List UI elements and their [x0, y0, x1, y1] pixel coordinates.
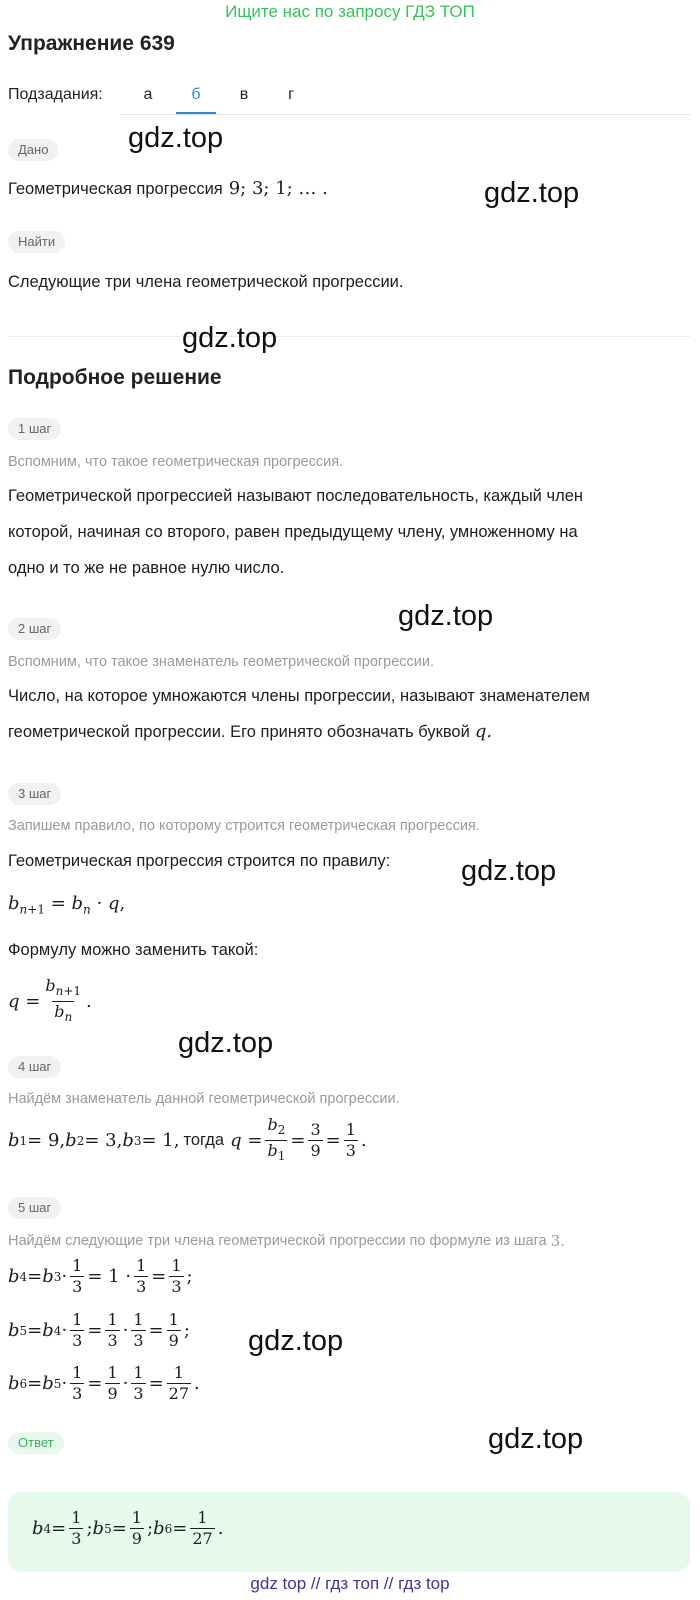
step-5-pill: 5 шаг	[8, 1197, 61, 1219]
tab-b[interactable]: б	[191, 86, 201, 103]
step-1-pill: 1 шаг	[8, 418, 61, 440]
given-text	[8, 171, 328, 207]
formula-b6: b 6 = b 5 · $\frac{1}{3}$ = $\frac{1}{9}$ · $\frac{1}{3}$ = $\frac{1}{27}$ .	[8, 1363, 200, 1403]
step-2-symbol: q.	[474, 721, 493, 742]
step-4-hint: Найдём знаменатель данной геометрической прогрессии.	[8, 1091, 400, 1107]
watermark: gdz.top	[178, 1027, 274, 1059]
step-2-hint: Вспомним, что такое знаменатель геометрической прогрессии.	[8, 654, 435, 670]
watermark: gdz.top	[461, 855, 557, 887]
divider	[8, 336, 690, 337]
find-text: Следующие три члена геометрической прогрессии.	[8, 273, 404, 291]
subtasks-label: Подзадания:	[8, 86, 103, 103]
answer-formula: b 4 = $\frac{1}{3}$ ; b 5 = $\frac{1}{9}$ ; b 6 = $\frac{1}{27}$ .	[32, 1508, 224, 1548]
answer-box	[8, 1492, 690, 1572]
formula-q: q = $\frac{b_{n+1}}{b_n}$ .	[8, 976, 92, 1027]
find-pill: Найти	[8, 231, 65, 253]
footer-links[interactable]: gdz top // гдз топ // гдз top	[250, 1574, 450, 1593]
step-4-pill: 4 шаг	[8, 1056, 61, 1078]
answer-pill: Ответ	[8, 1432, 64, 1454]
given-sequence: 9; 3; 1; … .	[228, 178, 328, 199]
formula-recurrence: $b_{n+1} = b_n \cdot q$,	[8, 893, 126, 917]
watermark: gdz.top	[488, 1423, 584, 1455]
page-title: Упражнение 639	[8, 32, 175, 55]
watermark: gdz.top	[248, 1325, 344, 1357]
subtask-tabs	[120, 78, 690, 115]
tab-g[interactable]: г	[288, 86, 294, 103]
given-pill: Дано	[8, 139, 58, 161]
active-tab-indicator	[176, 112, 216, 114]
formula-step-4: b 1 = 9, b 2 = 3, b 3 = 1, тогда q = $\frac{b_2}{b_1}$ = $\frac{3}{9}$ = $\frac{1}{3}$ .	[8, 1115, 367, 1166]
watermark: gdz.top	[128, 122, 224, 154]
search-banner: Ищите нас по запросу ГДЗ ТОП	[225, 2, 475, 21]
watermark: gdz.top	[398, 600, 494, 632]
given-label: Геометрическая прогрессия	[8, 180, 223, 198]
then-word: тогда	[183, 1131, 225, 1150]
step-5-hint-row	[8, 1232, 565, 1250]
tab-a[interactable]: а	[143, 86, 153, 103]
solution-title: Подробное решение	[8, 366, 222, 389]
step-1-hint: Вспомним, что такое геометрическая прогрессия.	[8, 454, 344, 470]
step-2-line-1: Число, на которое умножаются члены прогрессии, называют знаменателем	[8, 687, 590, 705]
step-3-hint: Запишем правило, по которому строится геометрическая прогрессия.	[8, 818, 480, 834]
watermark: gdz.top	[182, 322, 278, 354]
step-1-line-3: одно и то же не равное нулю число.	[8, 559, 285, 577]
step-1-line-1: Геометрической прогрессией называют последовательность, каждый член	[8, 487, 583, 505]
watermark: gdz.top	[484, 177, 580, 209]
step-3-pill: 3 шаг	[8, 783, 61, 805]
step-2-line-2: геометрической прогрессии. Его принято обозначать буквой	[8, 723, 470, 741]
step-3-replace-text: Формулу можно заменить такой:	[8, 941, 259, 959]
step-2-pill: 2 шаг	[8, 618, 61, 640]
step-5-hint-num: 3.	[550, 1232, 565, 1250]
step-5-hint: Найдём следующие три члена геометрической прогрессии по формуле из шага	[8, 1233, 547, 1249]
tab-v[interactable]: в	[239, 86, 249, 103]
formula-b4: b 4 = b 3 · $\frac{1}{3}$ = 1 · $\frac{1}{3}$ = $\frac{1}{3}$ ;	[8, 1256, 193, 1296]
step-2-line-2-row	[8, 714, 492, 750]
step-3-rule-text: Геометрическая прогрессия строится по правилу:	[8, 852, 391, 870]
formula-b5: b 5 = b 4 · $\frac{1}{3}$ = $\frac{1}{3}$ · $\frac{1}{3}$ = $\frac{1}{9}$ ;	[8, 1310, 190, 1350]
step-1-line-2: которой, начиная со второго, равен предыдущему члену, умноженному на	[8, 523, 578, 541]
